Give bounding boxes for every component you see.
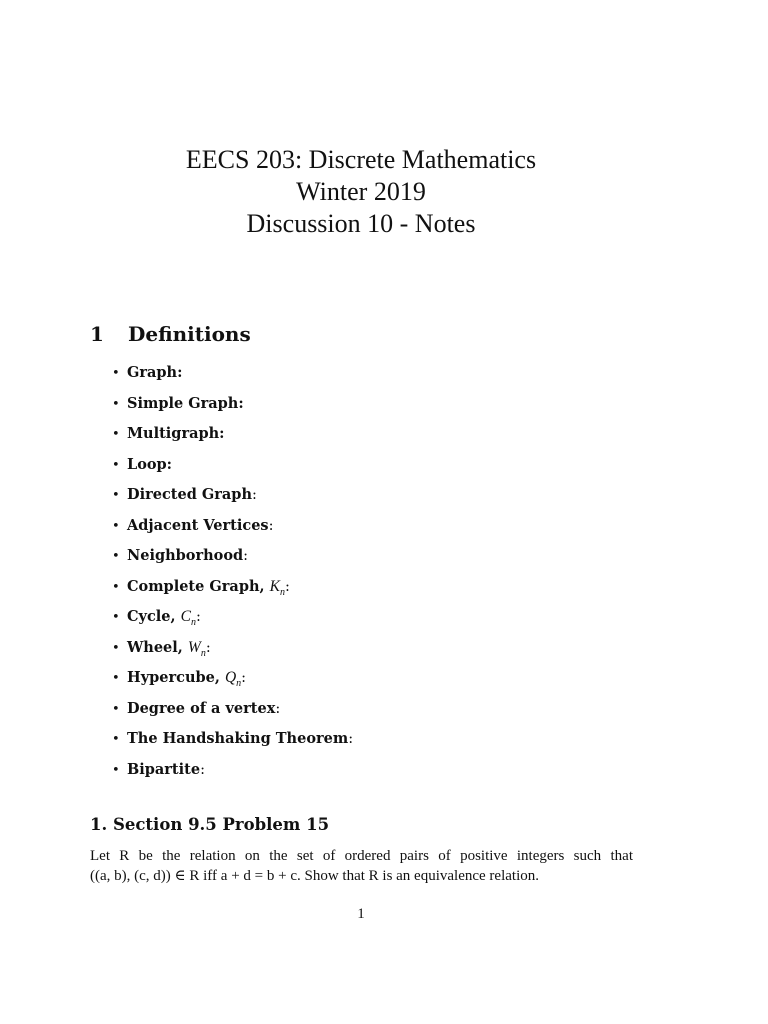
bullet-icon: • (112, 518, 120, 534)
symbol-subscript: n (236, 678, 242, 690)
definition-colon: : (284, 578, 290, 595)
definition-symbol (187, 638, 206, 659)
bullet-icon: • (112, 701, 120, 717)
definition-item (112, 484, 353, 515)
discussion-title: Discussion 10 - Notes (246, 209, 476, 238)
definition-term: Graph: (127, 364, 183, 381)
bullet-icon: • (112, 579, 120, 595)
definition-symbol (269, 577, 285, 598)
definition-colon: : (241, 670, 247, 686)
definition-item (112, 759, 353, 790)
definition-item (112, 393, 353, 424)
bullet-icon: • (112, 366, 120, 381)
definition-item (112, 515, 353, 546)
definition-colon: : (252, 487, 257, 503)
definition-item (112, 606, 353, 637)
definition-item (112, 637, 353, 668)
definition-item (112, 667, 353, 698)
definition-term: Wheel, (127, 638, 188, 656)
bullet-icon: • (112, 549, 120, 564)
course-title: EECS 203: Discrete Mathematics (185, 145, 537, 174)
term-title: Winter 2019 (296, 177, 426, 206)
definition-item (112, 545, 353, 576)
definition-colon: : (243, 548, 249, 564)
definition-term: Loop: (127, 455, 173, 473)
section-title: Definitions (128, 322, 251, 346)
definition-item (112, 423, 353, 454)
definition-colon: : (268, 517, 274, 534)
symbol-subscript: n (200, 647, 206, 659)
definition-item (112, 698, 353, 729)
problem-line-2: ((a, b), (c, d)) ∈ R iff a + d = b + c. Show that R is an equivalence relation. (90, 868, 539, 884)
bullet-icon: • (112, 457, 120, 473)
definition-item (112, 362, 353, 393)
definition-term: Simple Graph: (127, 394, 244, 412)
problem-line-1: Let R be the relation on the set of ordered pairs of positive integers such that (90, 848, 633, 864)
definition-item (112, 576, 353, 607)
definition-colon: : (195, 609, 201, 625)
symbol-letter: Q (224, 669, 237, 686)
symbol-letter: W (187, 638, 201, 656)
bullet-icon: • (112, 671, 120, 686)
definition-symbol (224, 669, 242, 690)
page-number: 1 (357, 906, 365, 922)
definition-term: Neighborhood (127, 547, 244, 564)
definition-colon: : (275, 700, 281, 717)
definition-colon: : (348, 731, 354, 747)
bullet-icon: • (112, 732, 120, 747)
definition-term: Bipartite (127, 760, 201, 778)
definition-term: Cycle, (127, 608, 181, 625)
symbol-letter: K (269, 577, 280, 595)
definition-term: The Handshaking Theorem (127, 730, 349, 747)
bullet-icon: • (112, 762, 120, 778)
definitions-list (112, 362, 353, 789)
document-title (0, 144, 722, 240)
definition-colon: : (200, 761, 205, 778)
bullet-icon: • (112, 488, 120, 503)
problem-heading: 1. Section 9.5 Problem 15 (90, 815, 330, 834)
problem-statement (90, 846, 633, 886)
definition-term: Directed Graph (127, 486, 252, 503)
definition-term: Adjacent Vertices (127, 516, 269, 534)
definition-item (112, 454, 353, 485)
symbol-subscript: n (190, 617, 196, 629)
definition-term: Degree of a vertex (127, 699, 276, 717)
definition-item (112, 728, 353, 759)
definition-colon: : (205, 639, 211, 656)
bullet-icon: • (112, 427, 120, 442)
bullet-icon: • (112, 396, 120, 412)
section-number: 1 (90, 322, 104, 346)
bullet-icon: • (112, 640, 120, 656)
symbol-subscript: n (279, 586, 285, 598)
definition-symbol (180, 608, 196, 629)
bullet-icon: • (112, 610, 120, 625)
definition-term: Multigraph: (127, 425, 225, 442)
definition-term: Hypercube, (127, 669, 225, 686)
symbol-letter: C (180, 608, 191, 625)
section-heading (90, 322, 251, 346)
definition-term: Complete Graph, (127, 577, 270, 595)
